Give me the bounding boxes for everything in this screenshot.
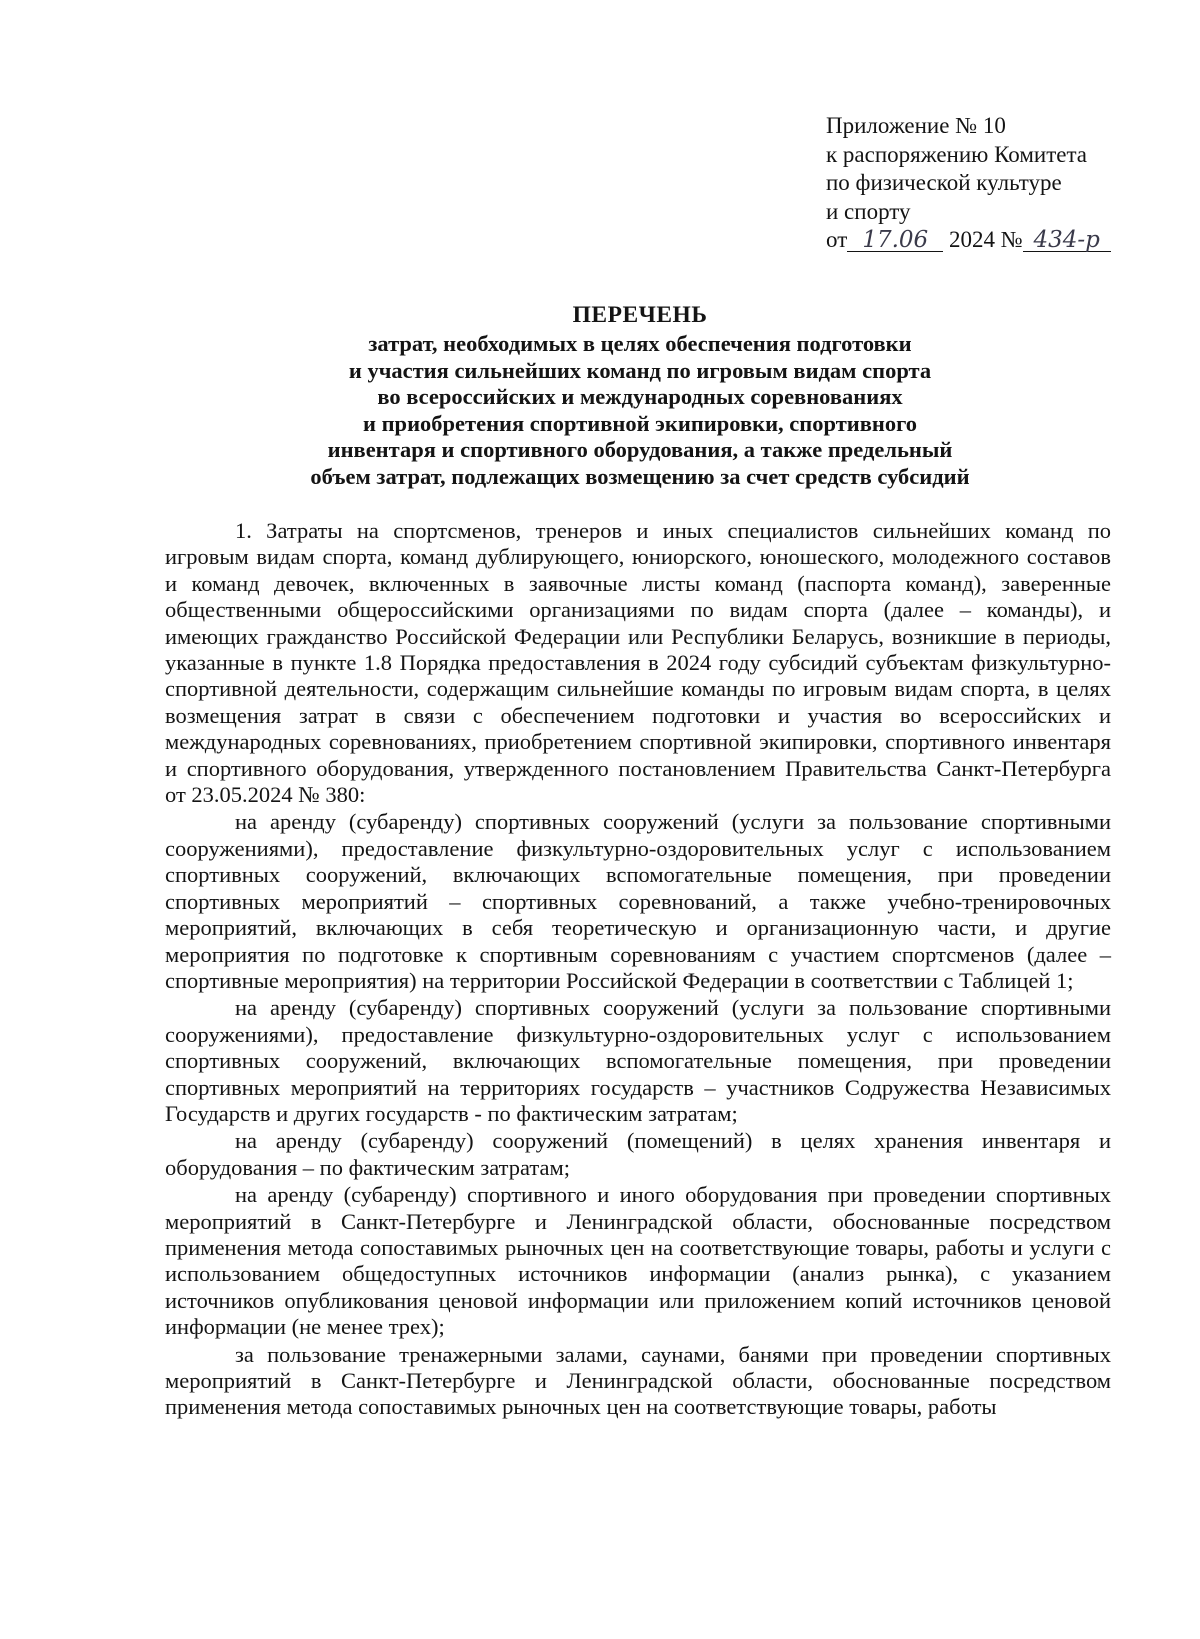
paragraph: за пользование тренажерными залами, саунами, банями при проведении спортивных мероприятий в Санкт-Петербурге и Ленинградской области, обоснованные посредством применения метода сопоставимых рыночных цен на соответствующие товары, работы bbox=[165, 1341, 1111, 1420]
paragraph: на аренду (субаренду) спортивных сооружений (услуги за пользование спортивными сооружениями), предоставление физкультурно-оздоровительных услуг с использованием спортивных сооружений, включающих вспомогательные помещения, при проведении спортивных мероприятий – спортивных соревнований, а также учебно-тренировочных мероприятий, включающих в себя теоретическую и организационную части, и другие мероприятия по подготовке к спортивным соревнованиям с участием спортсменов (далее – спортивные мероприятия) на территории Российской Федерации в соответствии с Таблицей 1; bbox=[165, 809, 1111, 993]
title-subline: инвентаря и спортивного оборудования, а также предельный bbox=[327, 437, 953, 462]
date-prefix: от bbox=[826, 227, 848, 252]
appendix-header bbox=[826, 112, 1156, 255]
title-subline: и участия сильнейших команд по игровым видам спорта bbox=[348, 357, 932, 383]
appendix-line: Приложение № 10 bbox=[826, 113, 1006, 138]
paragraph: на аренду (субаренду) спортивных сооружений (услуги за пользование спортивными сооружениями), предоставление физкультурно-оздоровительных услуг с использованием спортивных сооружений, включающих вспомогательные помещения, при проведении спортивных мероприятий на территориях государств – участников Содружества Независимых Государств и других государств - по фактическим затратам; bbox=[165, 995, 1111, 1126]
appendix-line: по физической культуре bbox=[826, 170, 1062, 195]
paragraph: 1. Затраты на спортсменов, тренеров и иных специалистов сильнейших команд по игровым видам спорта, команд дублирующего, юниорского, юношеского, молодежного составов и команд девочек, включенных в заявочные листы команд (паспорта команд), заверенные общественными общероссийскими организациями по видам спорта (далее – команды), и имеющих гражданство Российской Федерации или Республики Беларусь, возникшие в периоды, указанные в пункте 1.8 Порядка предоставления в 2024 году субсидий субъектам физкультурно-спортивной деятельности, содержащим сильнейшие команды по игровым видам спорта, в целях возмещения затрат в связи с обеспечением подготовки и участия во всероссийских и международных соревнованиях, приобретением спортивной экипировки, спортивного инвентаря и спортивного оборудования, утвержденного постановлением Правительства Санкт-Петербурга от 23.05.2024 № 380: bbox=[165, 518, 1111, 808]
title-subline: во всероссийских и международных соревнованиях bbox=[377, 384, 903, 409]
appendix-line: и спорту bbox=[826, 198, 911, 224]
title-subline: затрат, необходимых в целях обеспечения подготовки bbox=[368, 331, 912, 356]
handwritten-number: 434-р bbox=[1023, 229, 1111, 252]
document-title bbox=[120, 300, 1160, 490]
document-body bbox=[165, 518, 1111, 1422]
title-main: ПЕРЕЧЕНЬ bbox=[572, 302, 708, 328]
title-subline: и приобретения спортивной экипировки, спортивного bbox=[363, 410, 917, 436]
handwritten-date: 17.06 bbox=[847, 229, 943, 252]
year-number-label: 2024 № bbox=[949, 227, 1023, 252]
appendix-line: к распоряжению Комитета bbox=[826, 141, 1087, 167]
paragraph: на аренду (субаренду) спортивного и иного оборудования при проведении спортивных мероприятий в Санкт-Петербурге и Ленинградской области, обоснованные посредством применения метода сопоставимых рыночных цен на соответствующие товары, работы и услуги с использованием общедоступных источников информации (анализ рынка), с указанием источников опубликования ценовой информации или приложением копий источников ценовой информации (не менее трех); bbox=[165, 1182, 1111, 1340]
title-subline: объем затрат, подлежащих возмещению за счет средств субсидий bbox=[310, 463, 970, 489]
paragraph: на аренду (субаренду) сооружений (помещений) в целях хранения инвентаря и оборудования – по фактическим затратам; bbox=[165, 1128, 1111, 1180]
appendix-date-line bbox=[826, 226, 1156, 255]
